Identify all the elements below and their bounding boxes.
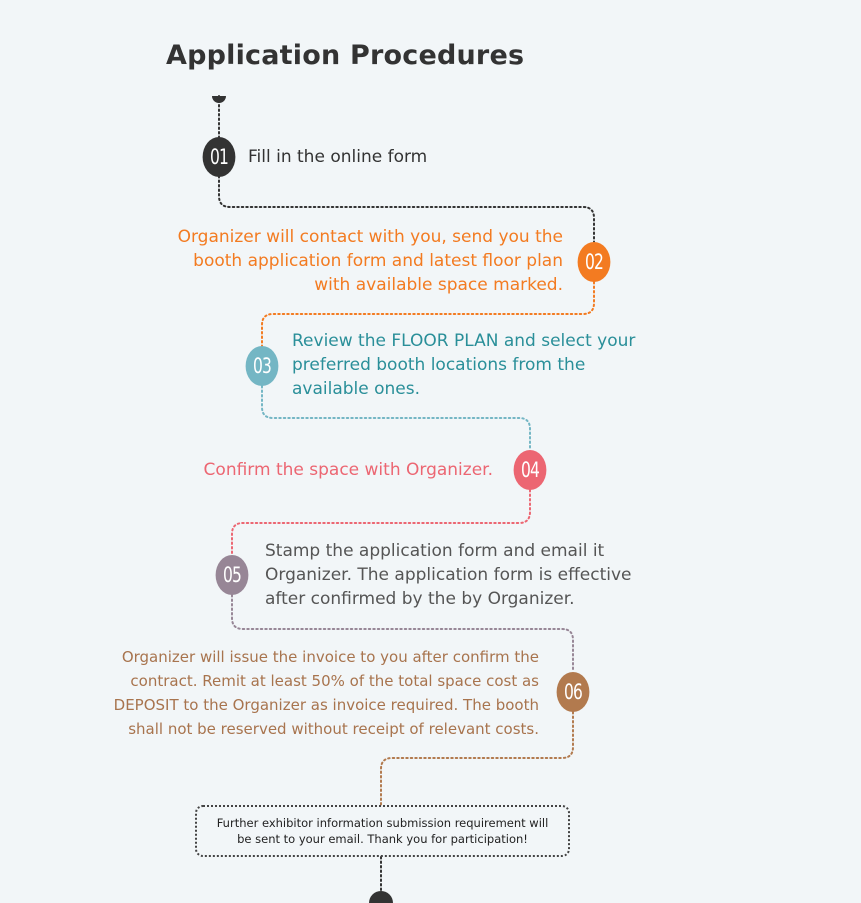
start-marker — [212, 96, 226, 103]
step-01-text: Fill in the online form — [248, 147, 428, 167]
step-03-badge: 03 — [246, 346, 279, 386]
step-05-text: Stamp the application form and email it Organizer. The application form is effective after confirmed by the by Organizer. — [265, 541, 632, 609]
end-marker — [369, 891, 393, 903]
step-02-text: Organizer will contact with you, send you the booth application form and latest floor plan with available space marked. — [177, 227, 563, 295]
step-06-badge: 06 — [557, 672, 590, 712]
step-04-badge: 04 — [514, 450, 547, 490]
step-02-badge: 02 — [578, 242, 611, 282]
step-05-badge: 05 — [216, 555, 249, 595]
step-04-text: Confirm the space with Organizer. — [203, 460, 493, 480]
page-title: Application Procedures — [166, 40, 525, 71]
closing-note-box: Further exhibitor information submission requirement will be sent to your email. Thank you for participation! — [195, 805, 570, 857]
step-03-text: Review the FLOOR PLAN and select your preferred booth locations from the available ones. — [292, 331, 636, 399]
step-01-badge: 01 — [203, 137, 236, 177]
step-06-text: Organizer will issue the invoice to you after confirm the contract. Remit at least 50% of the total space cost as DEPOSIT to the Organizer as invoice required. The booth shall not be reserved without receipt of relevant costs. — [113, 648, 539, 738]
